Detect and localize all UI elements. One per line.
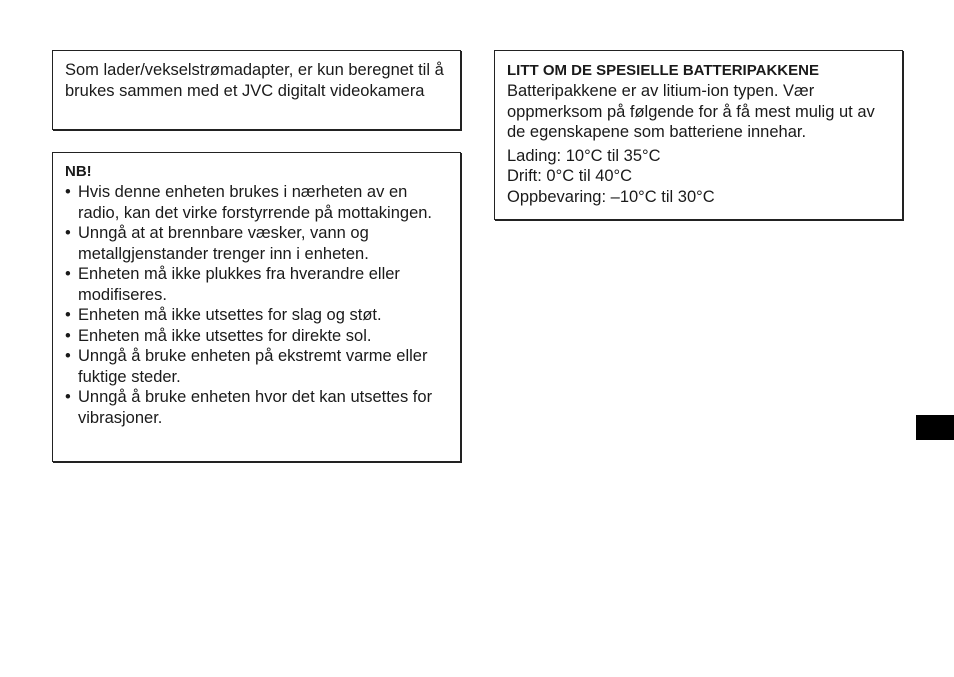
battery-operation-temp: Drift: 0°C til 40°C	[507, 167, 633, 185]
adapter-note-text: Som lader/vekselstrømadapter, er kun beregnet til å brukes sammen med et JVC digitalt videokamera	[65, 61, 444, 100]
battery-temperatures	[507, 146, 890, 208]
nb-item-radio-interference: • Hvis denne enheten brukes i nærheten av en radio, kan det virke forstyrrende på mottakingen.	[65, 182, 448, 223]
battery-heading: LITT OM DE SPESIELLE BATTERIPAKKENE	[507, 62, 819, 79]
nb-heading: NB!	[65, 163, 92, 180]
nb-warning-list	[65, 182, 448, 428]
nb-item-liquids: • Unngå at at brennbare væsker, vann og metallgjenstander trenger inn i enheten.	[65, 223, 448, 264]
adapter-note-box	[52, 50, 461, 130]
battery-charging-temp: Lading: 10°C til 35°C	[507, 146, 661, 165]
nb-item-heat-humidity: • Unngå å bruke enheten på ekstremt varme eller fuktige steder.	[65, 346, 448, 387]
nb-item-vibration: • Unngå å bruke enheten hvor det kan utsettes for vibrasjoner.	[65, 387, 448, 428]
nb-item-sunlight: • Enheten må ikke utsettes for direkte sol.	[65, 326, 448, 347]
nb-item-disassembly: • Enheten må ikke plukkes fra hverandre eller modifiseres.	[65, 264, 448, 305]
page-edge-tab-marker	[916, 415, 954, 440]
battery-intro: Batteripakkene er av litium-ion typen. Vær oppmerksom på følgende for å få mest mulig ut av de egenskapene som batteriene innehar.	[507, 82, 875, 141]
nb-item-shock: • Enheten må ikke utsettes for slag og støt.	[65, 305, 448, 326]
nb-warning-box	[52, 152, 461, 462]
battery-storage-temp: Oppbevaring: –10°C til 30°C	[507, 187, 715, 206]
battery-info-box	[494, 50, 903, 220]
